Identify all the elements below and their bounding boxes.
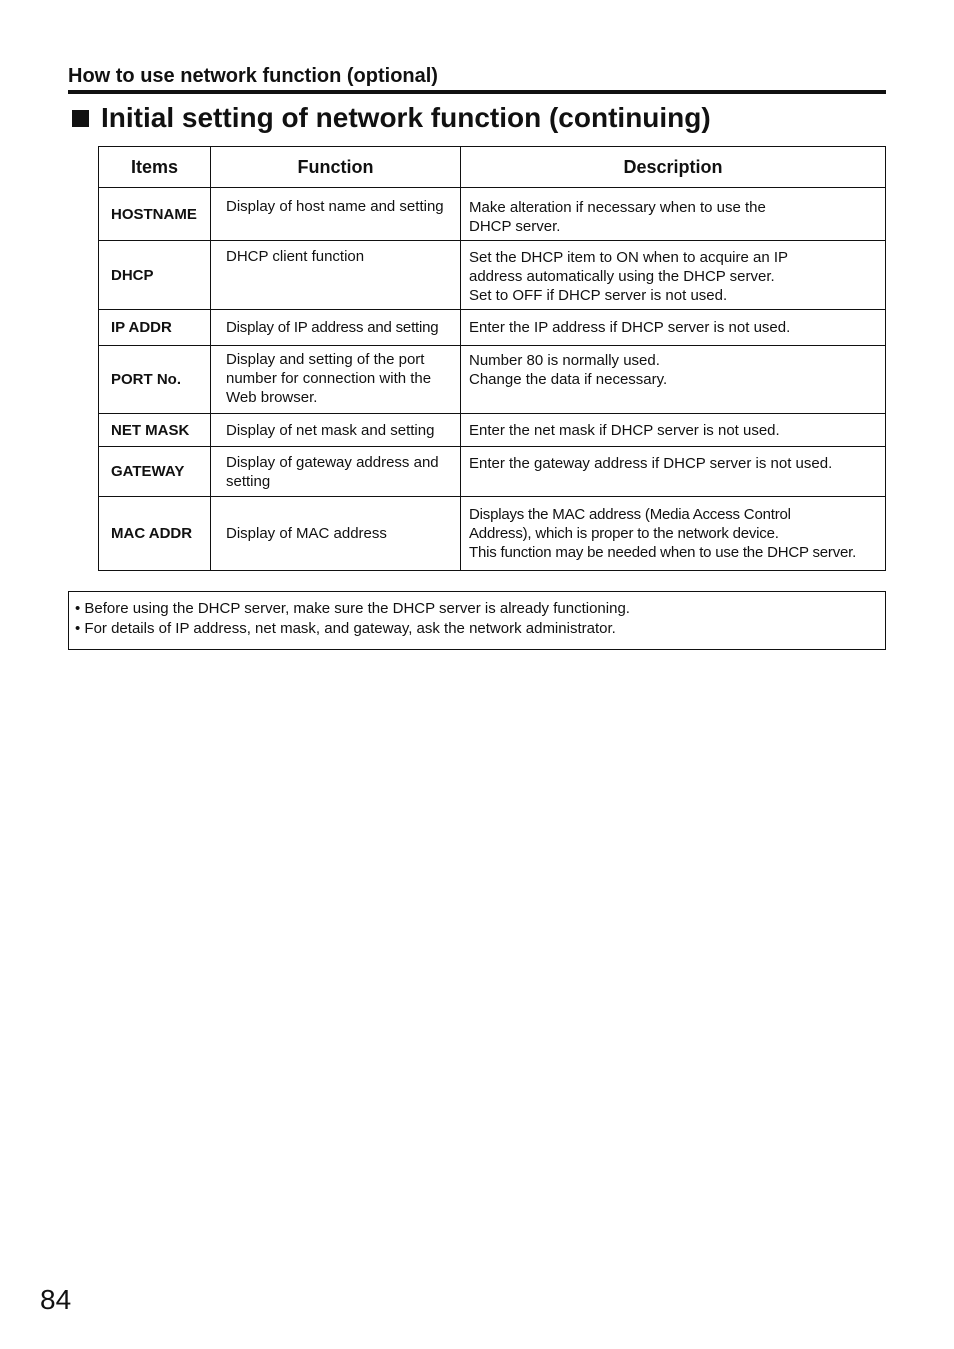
column-header-function: Function	[211, 147, 461, 188]
item-cell: DHCP	[99, 241, 211, 310]
section-header	[68, 64, 886, 94]
table-row	[99, 447, 886, 497]
note-line: • For details of IP address, net mask, and gateway, ask the network administrator.	[75, 620, 616, 637]
function-line: Display and setting of the port	[226, 351, 425, 368]
function-line: Display of net mask and setting	[226, 421, 435, 439]
table-row	[99, 497, 886, 571]
function-cell	[211, 497, 461, 571]
function-cell	[211, 188, 461, 241]
table-row	[99, 188, 886, 241]
description-line: Make alteration if necessary when to use the	[469, 199, 766, 216]
description-line: Number 80 is normally used.	[469, 352, 660, 369]
item-cell: IP ADDR	[99, 310, 211, 346]
description-cell	[461, 497, 886, 571]
section-header-text: How to use network function (optional)	[68, 65, 438, 87]
description-cell	[461, 414, 886, 447]
page-title	[72, 100, 711, 136]
function-line: number for connection with the	[226, 370, 432, 387]
description-line: Enter the IP address if DHCP server is not used.	[469, 319, 791, 336]
description-cell	[461, 346, 886, 414]
function-line: Display of MAC address	[226, 525, 387, 542]
description-line: Address), which is proper to the network device.	[469, 525, 779, 542]
description-cell	[461, 241, 886, 310]
description-line: Set the DHCP item to ON when to acquire an IP	[469, 249, 789, 266]
item-cell: NET MASK	[99, 414, 211, 447]
description-line: DHCP server.	[469, 218, 561, 235]
function-line: Web browser.	[226, 389, 318, 406]
description-line: Enter the gateway address if DHCP server is not used.	[469, 455, 833, 472]
description-line: address automatically using the DHCP server.	[469, 268, 775, 285]
description-cell	[461, 447, 886, 497]
function-cell	[211, 447, 461, 497]
description-cell	[461, 310, 886, 346]
item-cell: PORT No.	[99, 346, 211, 414]
function-line: Display of IP address and setting	[226, 319, 439, 336]
function-line: DHCP client function	[226, 248, 365, 265]
black-square-icon	[72, 110, 89, 127]
function-line: Display of host name and setting	[226, 198, 444, 215]
note-line: • Before using the DHCP server, make sure the DHCP server is already functioning.	[75, 600, 630, 617]
item-cell: MAC ADDR	[99, 497, 211, 571]
page-title-text: Initial setting of network function (continuing)	[101, 102, 711, 133]
column-header-description: Description	[461, 147, 886, 188]
description-cell	[461, 188, 886, 241]
item-cell: GATEWAY	[99, 447, 211, 497]
function-cell	[211, 310, 461, 346]
page-number: 84	[40, 1284, 72, 1315]
description-line: Set to OFF if DHCP server is not used.	[469, 287, 728, 304]
settings-table	[98, 146, 886, 571]
table-row	[99, 241, 886, 310]
function-line: Display of gateway address and	[226, 454, 439, 471]
function-cell	[211, 346, 461, 414]
column-header-items: Items	[99, 147, 211, 188]
function-cell	[211, 414, 461, 447]
function-line: setting	[226, 473, 271, 490]
item-cell: HOSTNAME	[99, 188, 211, 241]
description-line: Change the data if necessary.	[469, 371, 668, 388]
description-line: Enter the net mask if DHCP server is not used.	[469, 421, 780, 439]
table-row	[99, 346, 886, 414]
description-line: Displays the MAC address (Media Access Control	[469, 506, 791, 523]
description-line: This function may be needed when to use the DHCP server.	[469, 544, 857, 561]
table-row	[99, 414, 886, 447]
function-cell	[211, 241, 461, 310]
table-header-row	[99, 147, 886, 188]
table-row	[99, 310, 886, 346]
notes-box	[68, 591, 886, 650]
